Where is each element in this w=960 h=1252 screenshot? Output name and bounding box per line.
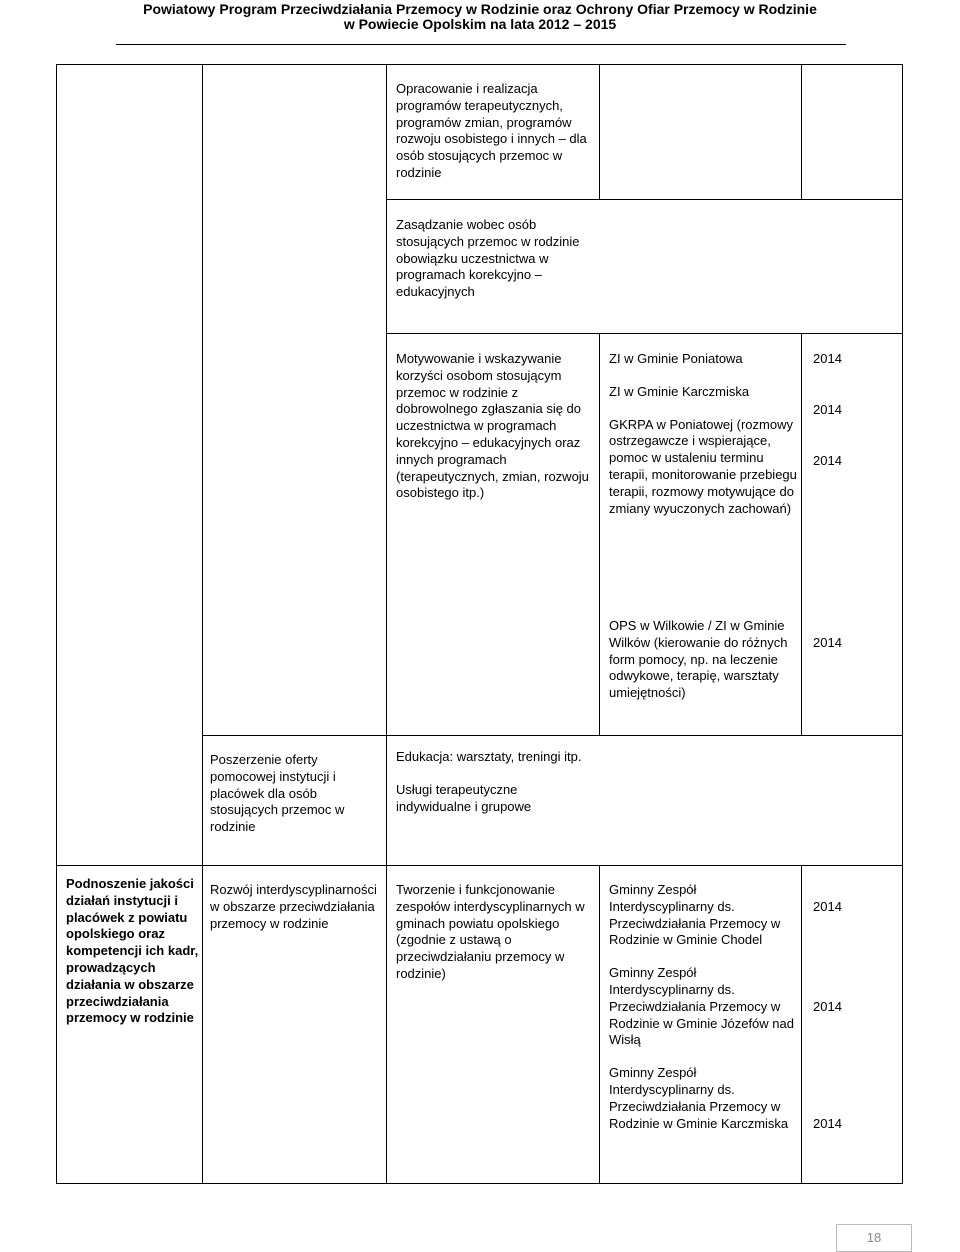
task-list [396, 749, 596, 815]
table-border [386, 64, 387, 1184]
table-border [202, 64, 203, 866]
table-border [202, 865, 203, 1184]
year-value: 2014 [813, 899, 842, 914]
table-border [202, 735, 903, 736]
year-value: 2014 [813, 635, 842, 650]
years-list [813, 351, 893, 469]
entity-zi-poniatowa: ZI w Gminie Poniatowa [609, 351, 743, 366]
entity-list [609, 351, 799, 517]
table-border [801, 333, 802, 735]
activity-interdisciplinary: Rozwój interdyscyplinarności w obszarze przeciwdziałania przemocy w rodzinie [210, 882, 377, 931]
year-value: 2014 [813, 351, 842, 366]
page-number: 18 [836, 1224, 912, 1252]
entity-zi-karczmiska: ZI w Gminie Karczmiska [609, 383, 750, 399]
goal-quality: Podnoszenie jakości działań instytucji i placówek z powiatu opolskiego oraz kompetencji ich kadr, prowadzących działania w obszarze przeciwdziałania przemocy w rodzinie [66, 876, 199, 1026]
task-therapy: Usługi terapeutyczne indywidualne i grupowe [396, 781, 532, 814]
task-court-obligation: Zasądzanie wobec osób stosujących przemoc w rodzinie obowiązku uczestnictwa w programach korekcyjno – edukacyjnych [396, 217, 580, 300]
year-value: 2014 [813, 1116, 842, 1131]
entity-gzi-chodel: Gminny Zespół Interdyscyplinarny ds. Przeciwdziałania Przemocy w Rodzinie w Gminie Chodel [609, 882, 781, 948]
table-border [902, 64, 903, 866]
entity-ops-wilkow: OPS w Wilkowie / ZI w Gminie Wilków (kierowanie do różnych form pomocy, np. na leczenie odwykowe, terapię, warsztaty umiejętności) [609, 618, 788, 701]
task-programs: Opracowanie i realizacja programów terapeutycznych, programów zmian, programów rozwoju osobistego i innych – dla osób stosujących przemoc w rodzinie [396, 81, 587, 180]
table-border [386, 333, 903, 334]
entity-gzi-jozefow: Gminny Zespół Interdyscyplinarny ds. Przeciwdziałania Przemocy w Rodzinie w Gminie Józefów nad Wisłą [609, 965, 794, 1048]
table-border [801, 865, 802, 1184]
entity-gkrpa-poniatowa: GKRPA w Poniatowej (rozmowy ostrzegawcze i wspierające, pomoc w ustaleniu terminu terapii, monitorowanie przebiegu terapii, rozmowy motywujące do zmiany wyuczonych zachowań) [609, 416, 797, 516]
task-teams: Tworzenie i funkcjonowanie zespołów interdyscyplinarnych w gminach powiatu opolskiego (zgodnie z ustawą o przeciwdziałaniu przemocy w rodzinie) [396, 882, 585, 981]
header-rule [116, 44, 846, 45]
header-line-2: w Powiecie Opolskim na lata 2012 – 2015 [343, 16, 617, 32]
task-education: Edukacja: warsztaty, treningi itp. [396, 749, 582, 764]
activity-expand-offer: Poszerzenie oferty pomocowej instytucji i placówek dla osób stosujących przemoc w rodzinie [210, 752, 345, 835]
table-border [801, 64, 802, 199]
year-value: 2014 [813, 999, 842, 1014]
table-border [902, 865, 903, 1184]
table-border [599, 64, 600, 199]
table-border [56, 64, 57, 866]
entity-gzi-karczmiska: Gminny Zespół Interdyscyplinarny ds. Przeciwdziałania Przemocy w Rodzinie w Gminie Karczmiska [609, 1065, 789, 1131]
table-border [56, 865, 903, 866]
header-line-1: Powiatowy Program Przeciwdziałania Przemocy w Rodzinie oraz Ochrony Ofiar Przemocy w Rodzinie [143, 1, 817, 17]
table-border [599, 865, 600, 1184]
table-border [599, 333, 600, 735]
year-value: 2014 [813, 401, 842, 417]
table-border [56, 1183, 903, 1184]
task-motivation: Motywowanie i wskazywanie korzyści osobom stosującym przemoc w rodzinie z dobrowolnego zgłaszania się do uczestnictwa w programach korekcyjno – edukacyjnych oraz innych programach (terapeutycznych, zmian, rozwoju osobistego itp.) [396, 351, 589, 501]
table-border [56, 64, 903, 65]
entity-list [609, 882, 799, 1132]
table-border [386, 199, 903, 200]
table-border [56, 865, 57, 1184]
year-value: 2014 [813, 452, 842, 468]
